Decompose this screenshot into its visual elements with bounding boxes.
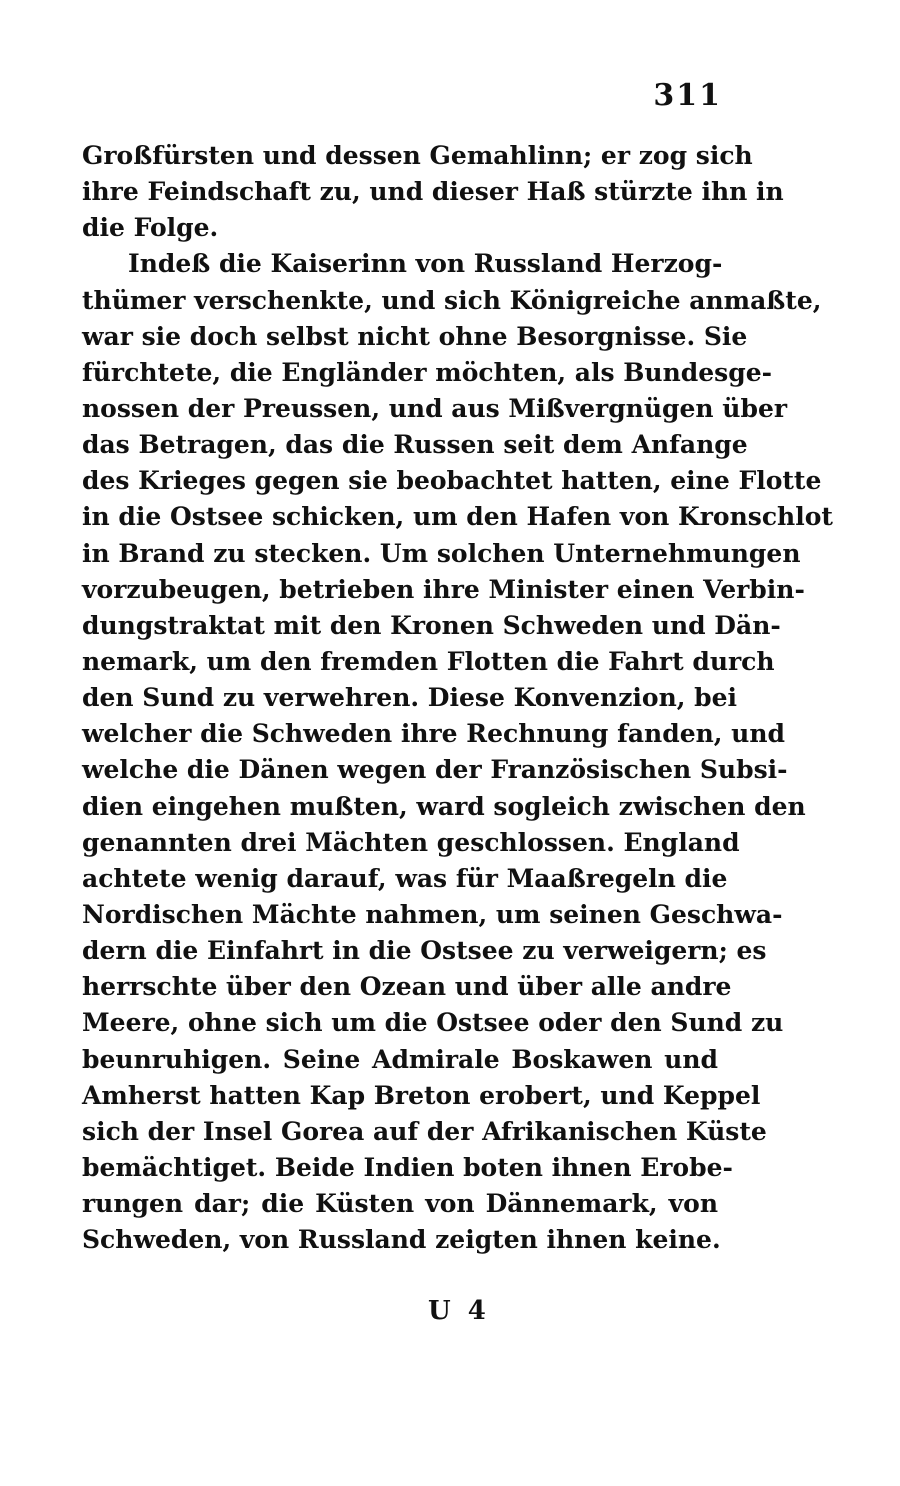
text-line: achtete wenig darauf, was für Maaßregeln die bbox=[82, 863, 728, 893]
text-line: des Krieges gegen sie beobachtet hatten, eine Flotte bbox=[82, 466, 822, 496]
text-line: genannten drei Mächten geschlossen. England bbox=[82, 827, 740, 857]
text-line: das Betragen, das die Russen seit dem Anfange bbox=[82, 430, 748, 460]
text-line: die Folge. bbox=[82, 213, 219, 243]
text-line: in die Ostsee schicken, um den Hafen von Kronschlot bbox=[82, 502, 833, 532]
text-line: Indeß die Kaiserinn von Russland Herzog- bbox=[128, 249, 723, 279]
text-line: thümer verschenkte, und sich Königreiche anmaßte, bbox=[82, 285, 822, 315]
text-line: dern die Einfahrt in die Ostsee zu verweigern; es bbox=[82, 936, 767, 966]
signature-mark: U 4 bbox=[428, 1296, 490, 1326]
text-line: nemark, um den fremden Flotten die Fahrt durch bbox=[82, 646, 775, 676]
text-line: herrschte über den Ozean und über alle andre bbox=[82, 972, 732, 1002]
text-line: rungen dar; die Küsten von Dännemark, von bbox=[82, 1189, 718, 1219]
text-line: fürchtete, die Engländer möchten, als Bundesge- bbox=[82, 357, 772, 387]
body-text bbox=[82, 138, 833, 1258]
text-line: ihre Feindschaft zu, und dieser Haß stürzte ihn in bbox=[82, 177, 784, 207]
text-line: nossen der Preussen, und aus Mißvergnügen über bbox=[82, 393, 788, 423]
page-number: 311 bbox=[653, 78, 722, 113]
text-line: sich der Insel Gorea auf der Afrikanischen Küste bbox=[82, 1116, 767, 1146]
text-line: bemächtiget. Beide Indien boten ihnen Erobe- bbox=[82, 1152, 733, 1182]
text-line: dien eingehen mußten, ward sogleich zwischen den bbox=[82, 791, 806, 821]
text-line: Nordischen Mächte nahmen, um seinen Geschwa- bbox=[82, 899, 783, 929]
text-line: Großfürsten und dessen Gemahlinn; er zog sich bbox=[82, 141, 753, 170]
text-line: Amherst hatten Kap Breton erobert, und Keppel bbox=[82, 1080, 761, 1110]
text-line: welcher die Schweden ihre Rechnung fanden, und bbox=[82, 719, 786, 749]
text-line: dungstraktat mit den Kronen Schweden und Dän- bbox=[82, 610, 781, 640]
text-line: in Brand zu stecken. Um solchen Unternehmungen bbox=[82, 538, 801, 568]
text-line: den Sund zu verwehren. Diese Konvenzion, bei bbox=[82, 683, 738, 713]
text-line: beunruhigen. Seine Admirale Boskawen und bbox=[82, 1044, 718, 1074]
text-line: Schweden, von Russland zeigten ihnen keine. bbox=[82, 1225, 721, 1255]
text-line: Meere, ohne sich um die Ostsee oder den Sund zu bbox=[82, 1008, 784, 1038]
text-line: welche die Dänen wegen der Französischen Subsi- bbox=[82, 755, 788, 785]
text-line: vorzubeugen, betrieben ihre Minister einen Verbin- bbox=[82, 574, 805, 604]
text-line: war sie doch selbst nicht ohne Besorgnisse. Sie bbox=[82, 321, 748, 351]
